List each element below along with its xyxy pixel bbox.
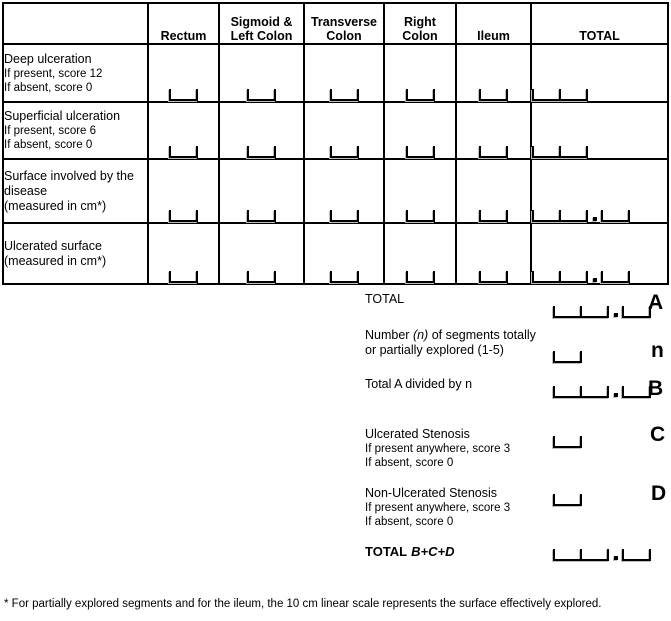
row-subtext: If absent, score 0 — [4, 81, 93, 94]
score-entry-box[interactable] — [330, 210, 359, 222]
segments-label-text: Number — [365, 328, 413, 342]
decimal-point — [614, 313, 618, 317]
row-title: Superficial ulceration — [4, 109, 121, 123]
score-entry-box[interactable] — [247, 210, 276, 222]
row-subtext: If absent, score 0 — [4, 139, 93, 151]
ulcerated-stenosis-subtext: If present anywhere, score 3 — [365, 443, 511, 455]
table-header-row — [3, 3, 668, 44]
row-title: Deep ulceration — [4, 51, 92, 66]
score-cell-ileum — [456, 159, 531, 223]
score-entry-box[interactable] — [247, 89, 276, 101]
row-title: Surface involved by the disease — [4, 168, 134, 198]
score-cell-sigmoid-left-colon — [219, 159, 304, 223]
total-entry-box[interactable] — [532, 146, 588, 158]
row-ulcerated-surface — [3, 223, 668, 284]
score-entry-box[interactable] — [479, 146, 508, 158]
footnote: * For partially explored segments and for the ileum, the 10 cm linear scale represents the surface effectively explored. — [4, 598, 602, 610]
segment-score-table — [2, 2, 669, 285]
col-header-ileum: Ileum — [456, 3, 531, 44]
score-entry-box[interactable] — [169, 146, 198, 158]
score-entry-box[interactable] — [479, 89, 508, 101]
ulcerated-stenosis-subtext: If absent, score 0 — [365, 457, 454, 469]
row-surface-involved — [3, 159, 668, 223]
non-ulcerated-stenosis-title: Non-Ulcerated Stenosis — [365, 486, 498, 500]
row-superficial-ulceration — [3, 102, 668, 159]
score-entry-box[interactable] — [479, 210, 508, 222]
row-subtext: If present, score 6 — [4, 125, 97, 137]
score-cell-rectum — [148, 102, 219, 159]
result-letter-a: A — [648, 291, 664, 314]
col-header-transverse-colon: Transverse Colon — [304, 3, 384, 44]
row-label-superficial-ulceration — [3, 102, 148, 159]
score-cell-total — [531, 44, 668, 102]
row-title: Ulcerated surface — [4, 238, 102, 253]
row-label-deep-ulceration — [3, 44, 148, 102]
score-cell-transverse-colon — [304, 102, 384, 159]
decimal-point — [614, 393, 618, 397]
score-entry-box[interactable] — [406, 89, 435, 101]
grand-total-entry-box[interactable] — [553, 549, 651, 561]
score-entry-box[interactable] — [330, 89, 359, 101]
total-a-entry-box[interactable] — [553, 306, 651, 318]
score-entry-box[interactable] — [169, 89, 198, 101]
result-letter-b: B — [648, 377, 664, 400]
col-header-rectum: Rectum — [148, 3, 219, 44]
score-entry-box[interactable] — [406, 210, 435, 222]
decimal-point — [593, 278, 597, 282]
summary-total-label: TOTAL — [365, 292, 405, 306]
score-cell-total — [531, 102, 668, 159]
row-deep-ulceration — [3, 44, 668, 102]
score-entry-box[interactable] — [169, 210, 198, 222]
ulcerated-stenosis-title: Ulcerated Stenosis — [365, 427, 470, 441]
segments-label-text: of segments totally — [428, 328, 536, 342]
score-cell-transverse-colon — [304, 44, 384, 102]
result-letter-n: n — [651, 339, 664, 362]
score-cell-rectum — [148, 159, 219, 223]
row-subtext: (measured in cm*) — [4, 198, 107, 213]
score-cell-transverse-colon — [304, 159, 384, 223]
score-cell-sigmoid-left-colon — [219, 223, 304, 284]
summary-segments-label — [365, 328, 536, 358]
score-entry-box[interactable] — [330, 271, 359, 283]
score-cell-transverse-colon — [304, 223, 384, 284]
score-cell-right-colon — [384, 159, 456, 223]
score-cell-right-colon — [384, 44, 456, 102]
score-entry-box[interactable] — [247, 146, 276, 158]
segments-n-entry-box[interactable] — [553, 351, 582, 363]
total-decimal-entry-box[interactable] — [532, 271, 630, 283]
row-subtext: If present, score 12 — [4, 67, 103, 80]
col-header-total: TOTAL — [531, 3, 668, 44]
non-ulcerated-stenosis-entry-box[interactable] — [553, 494, 582, 506]
ulcerated-stenosis-entry-box[interactable] — [553, 436, 582, 448]
row-label-surface-involved — [3, 159, 148, 223]
grand-total-bcd-italic: B+C+D — [411, 544, 455, 559]
total-decimal-entry-box[interactable] — [532, 210, 630, 222]
score-entry-box[interactable] — [247, 271, 276, 283]
grand-total-text: TOTAL — [365, 544, 408, 559]
summary-divided-label: Total A divided by n — [365, 377, 473, 391]
corner-cell — [3, 3, 148, 44]
score-cell-ileum — [456, 223, 531, 284]
score-cell-ileum — [456, 44, 531, 102]
row-label-ulcerated-surface — [3, 223, 148, 284]
score-entry-box[interactable] — [406, 146, 435, 158]
score-cell-sigmoid-left-colon — [219, 102, 304, 159]
decimal-point — [614, 556, 618, 560]
score-entry-box[interactable] — [169, 271, 198, 283]
non-ulcerated-stenosis-subtext: If absent, score 0 — [365, 516, 454, 528]
score-entry-box[interactable] — [479, 271, 508, 283]
total-entry-box[interactable] — [532, 89, 588, 101]
grand-total-label — [365, 544, 454, 559]
score-cell-total — [531, 159, 668, 223]
score-entry-box[interactable] — [330, 146, 359, 158]
score-entry-box[interactable] — [406, 271, 435, 283]
score-cell-ileum — [456, 102, 531, 159]
row-subtext: (measured in cm*) — [4, 253, 107, 268]
result-letter-d: D — [651, 482, 667, 505]
score-cell-total — [531, 223, 668, 284]
segments-label-line2: or partially explored (1-5) — [365, 343, 504, 357]
col-header-right-colon: Right Colon — [384, 3, 456, 44]
col-header-sigmoid-left-colon: Sigmoid & Left Colon — [219, 3, 304, 44]
score-cell-rectum — [148, 44, 219, 102]
decimal-point — [593, 217, 597, 221]
segments-label-n-italic: (n) — [412, 328, 429, 342]
score-cell-right-colon — [384, 102, 456, 159]
total-b-entry-box[interactable] — [553, 386, 651, 398]
score-cell-rectum — [148, 223, 219, 284]
result-letter-c: C — [650, 423, 666, 446]
score-cell-sigmoid-left-colon — [219, 44, 304, 102]
non-ulcerated-stenosis-subtext: If present anywhere, score 3 — [365, 502, 511, 514]
score-cell-right-colon — [384, 223, 456, 284]
